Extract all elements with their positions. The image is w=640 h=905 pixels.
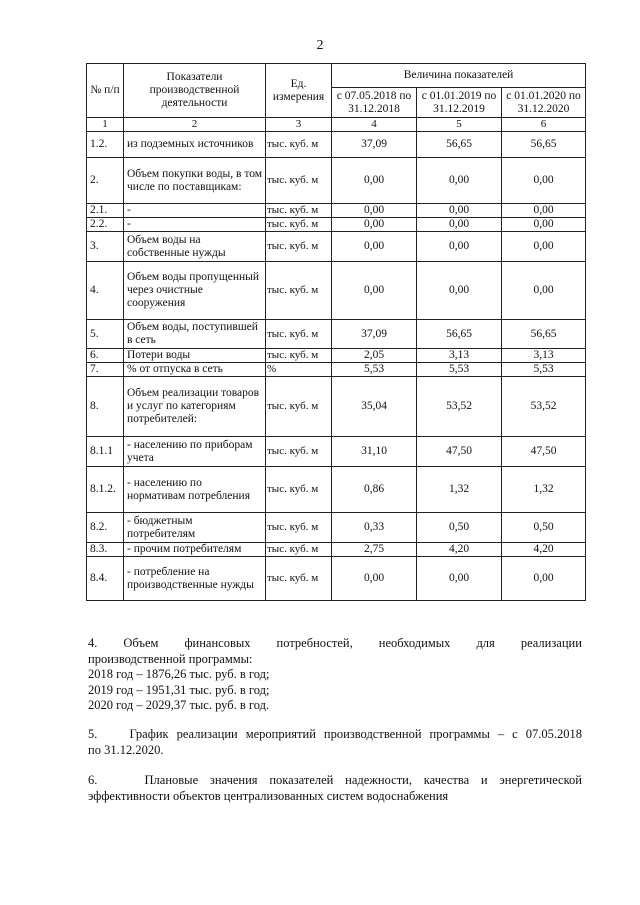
row-number: 4. — [87, 262, 124, 320]
row-number: 5. — [87, 320, 124, 349]
row-number: 7. — [87, 363, 124, 377]
row-value-2018: 0,00 — [332, 232, 417, 262]
row-value-2018: 0,00 — [332, 557, 417, 601]
table-row — [87, 132, 586, 158]
row-value-2018: 0,00 — [332, 218, 417, 232]
row-unit: тыс. куб. м — [266, 437, 332, 467]
header-no: № п/п — [87, 64, 124, 118]
header-period-2020: с 01.01.2020 по 31.12.2020 — [502, 88, 586, 118]
row-unit: тыс. куб. м — [266, 467, 332, 513]
row-value-2019: 5,53 — [417, 363, 502, 377]
column-number: 5 — [417, 118, 502, 132]
row-unit: тыс. куб. м — [266, 320, 332, 349]
row-value-2018: 35,04 — [332, 377, 417, 437]
row-unit: тыс. куб. м — [266, 158, 332, 204]
section-6-line-2: эффективности объектов централизованных систем водоснабжения — [88, 788, 449, 803]
row-number: 8.1.2. — [87, 467, 124, 513]
row-value-2020: 0,00 — [502, 218, 586, 232]
row-indicator-name: - бюджетным потребителям — [124, 513, 266, 543]
row-unit: тыс. куб. м — [266, 218, 332, 232]
section-4-word: Объем — [123, 636, 159, 650]
section-4-word: необходимых — [378, 636, 451, 650]
row-unit: тыс. куб. м — [266, 132, 332, 158]
header-values-group: Величина показателей — [332, 64, 586, 88]
row-value-2018: 5,53 — [332, 363, 417, 377]
section-4-word: потребностей, — [276, 636, 353, 650]
row-unit: тыс. куб. м — [266, 204, 332, 218]
table-row — [87, 377, 586, 437]
row-value-2019: 3,13 — [417, 349, 502, 363]
row-value-2020: 0,00 — [502, 557, 586, 601]
row-number: 2.1. — [87, 204, 124, 218]
row-unit: тыс. куб. м — [266, 349, 332, 363]
header-period-2019: с 01.01.2019 по 31.12.2019 — [417, 88, 502, 118]
column-number: 1 — [87, 118, 124, 132]
row-value-2020: 3,13 — [502, 349, 586, 363]
row-indicator-name: - прочим потребителям — [124, 543, 266, 557]
indicators-table — [86, 63, 586, 601]
row-value-2019: 0,00 — [417, 557, 502, 601]
row-unit: % — [266, 363, 332, 377]
header-period-2018: с 07.05.2018 по 31.12.2018 — [332, 88, 417, 118]
row-indicator-name: из подземных источников — [124, 132, 266, 158]
row-value-2019: 0,00 — [417, 232, 502, 262]
row-indicator-name: - — [124, 204, 266, 218]
table-row — [87, 467, 586, 513]
header-indicator: Показатели производственной деятельности — [124, 64, 266, 118]
row-indicator-name: - населению по нормативам потребления — [124, 467, 266, 513]
row-value-2018: 37,09 — [332, 320, 417, 349]
row-value-2020: 0,50 — [502, 513, 586, 543]
row-value-2019: 4,20 — [417, 543, 502, 557]
table-body — [87, 132, 586, 601]
row-unit: тыс. куб. м — [266, 543, 332, 557]
row-value-2018: 37,09 — [332, 132, 417, 158]
section-5-line-2: по 31.12.2020. — [88, 742, 164, 757]
row-value-2019: 0,00 — [417, 158, 502, 204]
row-value-2018: 0,00 — [332, 262, 417, 320]
table-row — [87, 158, 586, 204]
section-4-word: для — [476, 636, 495, 650]
row-value-2020: 56,65 — [502, 132, 586, 158]
row-value-2020: 53,52 — [502, 377, 586, 437]
row-value-2019: 0,00 — [417, 204, 502, 218]
row-number: 8.4. — [87, 557, 124, 601]
column-number: 3 — [266, 118, 332, 132]
row-indicator-name: Объем воды пропущенный через очистные сооружения — [124, 262, 266, 320]
row-number: 2. — [87, 158, 124, 204]
row-value-2019: 47,50 — [417, 437, 502, 467]
section-4-first-line — [88, 636, 582, 652]
row-value-2019: 0,00 — [417, 262, 502, 320]
row-number: 8.3. — [87, 543, 124, 557]
financing-2020: 2020 год – 2029,37 тыс. руб. в год. — [88, 698, 270, 712]
table-row — [87, 557, 586, 601]
row-value-2020: 56,65 — [502, 320, 586, 349]
row-value-2019: 56,65 — [417, 320, 502, 349]
row-indicator-name: Объем покупки воды, в том числе по поставщикам: — [124, 158, 266, 204]
financing-2019: 2019 год – 1951,31 тыс. руб. в год; — [88, 682, 270, 697]
row-value-2018: 2,75 — [332, 543, 417, 557]
table-row — [87, 320, 586, 349]
row-value-2018: 0,33 — [332, 513, 417, 543]
row-number: 2.2. — [87, 218, 124, 232]
row-value-2018: 2,05 — [332, 349, 417, 363]
row-value-2020: 4,20 — [502, 543, 586, 557]
section-4-word: финансовых — [184, 636, 251, 650]
table-row — [87, 513, 586, 543]
page-number: 2 — [316, 38, 324, 53]
row-value-2018: 0,00 — [332, 204, 417, 218]
row-indicator-name: - потребление на производственные нужды — [124, 557, 266, 601]
section-4-second-line: производственной программы: — [88, 651, 253, 666]
table-row — [87, 363, 586, 377]
table-row — [87, 543, 586, 557]
table-row — [87, 204, 586, 218]
section-5-line-1: 5. График реализации мероприятий производственной программы – с 07.05.2018 — [88, 727, 582, 741]
row-value-2020: 0,00 — [502, 204, 586, 218]
row-value-2018: 0,00 — [332, 158, 417, 204]
column-number: 6 — [502, 118, 586, 132]
row-value-2020: 1,32 — [502, 467, 586, 513]
row-number: 8.2. — [87, 513, 124, 543]
table-row — [87, 232, 586, 262]
row-value-2018: 31,10 — [332, 437, 417, 467]
row-value-2019: 56,65 — [417, 132, 502, 158]
row-unit: тыс. куб. м — [266, 377, 332, 437]
section-5 — [88, 727, 582, 758]
row-number: 3. — [87, 232, 124, 262]
row-indicator-name: - — [124, 218, 266, 232]
row-number: 6. — [87, 349, 124, 363]
row-number: 8. — [87, 377, 124, 437]
table-row — [87, 218, 586, 232]
row-value-2018: 0,86 — [332, 467, 417, 513]
column-number: 2 — [124, 118, 266, 132]
section-4-word: реализации — [520, 636, 582, 650]
section-4-word: 4. — [88, 636, 98, 650]
section-4 — [88, 636, 582, 714]
row-unit: тыс. куб. м — [266, 262, 332, 320]
row-value-2019: 0,50 — [417, 513, 502, 543]
row-indicator-name: Объем воды, поступившей в сеть — [124, 320, 266, 349]
row-indicator-name: % от отпуска в сеть — [124, 363, 266, 377]
table-row — [87, 437, 586, 467]
row-indicator-name: - населению по приборам учета — [124, 437, 266, 467]
table-row — [87, 262, 586, 320]
row-value-2020: 0,00 — [502, 158, 586, 204]
row-number: 1.2. — [87, 132, 124, 158]
table-row — [87, 349, 586, 363]
section-6-line-1: 6. Плановые значения показателей надежности, качества и энергетической — [88, 773, 582, 787]
column-number: 4 — [332, 118, 417, 132]
row-value-2020: 0,00 — [502, 262, 586, 320]
row-indicator-name: Потери воды — [124, 349, 266, 363]
row-value-2019: 1,32 — [417, 467, 502, 513]
header-unit: Ед. измерения — [266, 64, 332, 118]
row-value-2020: 0,00 — [502, 232, 586, 262]
row-unit: тыс. куб. м — [266, 232, 332, 262]
section-6 — [88, 773, 582, 804]
financing-2018: 2018 год – 1876,26 тыс. руб. в год; — [88, 667, 270, 681]
row-indicator-name: Объем воды на собственные нужды — [124, 232, 266, 262]
row-value-2020: 47,50 — [502, 437, 586, 467]
row-unit: тыс. куб. м — [266, 513, 332, 543]
row-number: 8.1.1 — [87, 437, 124, 467]
row-value-2020: 5,53 — [502, 363, 586, 377]
row-indicator-name: Объем реализации товаров и услуг по категориям потребителей: — [124, 377, 266, 437]
row-value-2019: 53,52 — [417, 377, 502, 437]
row-unit: тыс. куб. м — [266, 557, 332, 601]
row-value-2019: 0,00 — [417, 218, 502, 232]
